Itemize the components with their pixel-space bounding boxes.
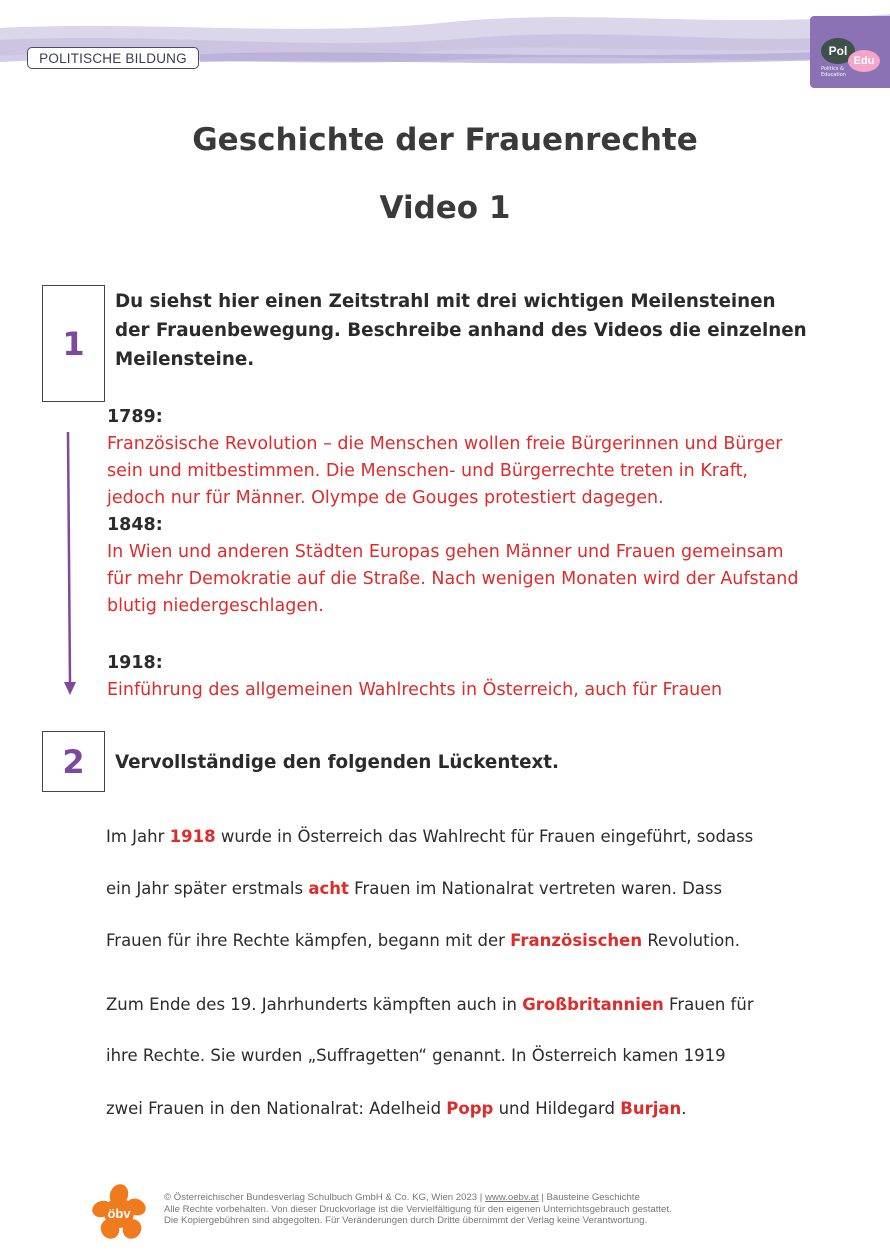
footer-line-1 bbox=[164, 1192, 854, 1204]
footer-text: © Österreichischer Bundesverlag Schulbuch GmbH & Co. KG, Wien 2023 | bbox=[164, 1192, 485, 1203]
oebv-logo-icon bbox=[90, 1183, 148, 1241]
footer-link[interactable]: www.oebv.at bbox=[484, 1192, 539, 1203]
task-1-instruction: Du siehst hier einen Zeitstrahl mit drei wichtigen Meilensteinen der Frauenbewegung. Beschreibe anhand des Videos die einzelnen Meilensteine. bbox=[115, 291, 807, 370]
cloze-answer: Französischen bbox=[510, 931, 643, 950]
task-number-1: 1 bbox=[42, 285, 105, 402]
logo-pol: Pol bbox=[821, 38, 855, 64]
footer-logo-text: öbv bbox=[107, 1206, 131, 1221]
page-title: Geschichte der Frauenrechte bbox=[192, 122, 698, 158]
timeline-milestone-1789 bbox=[107, 404, 807, 512]
cloze-answer: Burjan bbox=[620, 1099, 682, 1118]
page-subtitle: Video 1 bbox=[379, 190, 511, 226]
cloze-text: ihre Rechte. Sie wurden „Suffragetten“ genannt. In Österreich kamen 1919 bbox=[106, 1046, 726, 1065]
cloze-answer: acht bbox=[308, 879, 349, 898]
cloze-text: und Hildegard bbox=[493, 1099, 621, 1118]
cloze-line bbox=[106, 1099, 826, 1118]
cloze-text: Frauen im Nationalrat vertreten waren. Dass bbox=[348, 879, 723, 898]
milestone-answer: Einführung des allgemeinen Wahlrechts in Österreich, auch für Frauen bbox=[107, 680, 723, 700]
cloze-text: wurde in Österreich das Wahlrecht für Frauen eingeführt, sodass bbox=[215, 827, 754, 846]
cloze-line bbox=[106, 1046, 826, 1065]
subject-badge: POLITISCHE BILDUNG bbox=[27, 47, 199, 69]
task-2-instruction: Vervollständige den folgenden Lückentext. bbox=[115, 752, 559, 773]
footer-line-3: Die Kopiergebühren sind abgegolten. Für Veränderungen durch Dritte übernimmt der Verlag keine Verantwortung. bbox=[164, 1215, 648, 1226]
cloze-line bbox=[106, 879, 826, 898]
cloze-text: Revolution. bbox=[642, 931, 740, 950]
cloze-line bbox=[106, 995, 826, 1014]
cloze-text: . bbox=[681, 1099, 687, 1118]
cloze-answer: 1918 bbox=[169, 827, 216, 846]
footer-text: | Bausteine Geschichte bbox=[538, 1192, 640, 1203]
milestone-answer: Französische Revolution – die Menschen wollen freie Bürgerinnen und Bürger sein und mitbestimmen. Die Menschen- und Bürgerrechte treten in Kraft, jedoch nur für Männer. Olympe de Gouges protestiert dagegen. bbox=[107, 434, 783, 508]
timeline-milestone-1848 bbox=[107, 512, 807, 620]
milestone-year: 1918: bbox=[107, 653, 163, 673]
cloze-answer: Popp bbox=[446, 1099, 494, 1118]
logo-subtitle: Politics & Education bbox=[821, 66, 846, 78]
cloze-text: Im Jahr bbox=[106, 827, 170, 846]
logo-edu: Edu bbox=[848, 50, 880, 72]
task-number-2: 2 bbox=[42, 731, 105, 792]
cloze-answer: Großbritannien bbox=[522, 995, 664, 1014]
cloze-text: zwei Frauen in den Nationalrat: Adelheid bbox=[106, 1099, 447, 1118]
milestone-year: 1789: bbox=[107, 407, 163, 427]
cloze-line bbox=[106, 931, 826, 950]
milestone-year: 1848: bbox=[107, 515, 163, 535]
timeline-milestone-1918 bbox=[107, 650, 807, 704]
cloze-text: Frauen für ihre Rechte kämpfen, begann mit der bbox=[106, 931, 511, 950]
footer-copyright bbox=[164, 1192, 854, 1227]
cloze-line bbox=[106, 827, 826, 846]
poledu-logo bbox=[810, 16, 890, 88]
milestone-answer: In Wien und anderen Städten Europas gehen Männer und Frauen gemeinsam für mehr Demokratie auf die Straße. Nach wenigen Monaten wird der Aufstand blutig niedergeschlagen. bbox=[107, 542, 799, 616]
footer-line-2: Alle Rechte vorbehalten. Von dieser Druckvorlage ist die Vervielfältigung für den eigenen Unterrichtsgebrauch gestattet. bbox=[164, 1203, 672, 1215]
cloze-text: Zum Ende des 19. Jahrhunderts kämpften auch in bbox=[106, 995, 523, 1014]
cloze-text: Frauen für bbox=[663, 995, 754, 1014]
cloze-text: ein Jahr später erstmals bbox=[106, 879, 309, 898]
timeline-arrow-icon bbox=[58, 430, 82, 698]
